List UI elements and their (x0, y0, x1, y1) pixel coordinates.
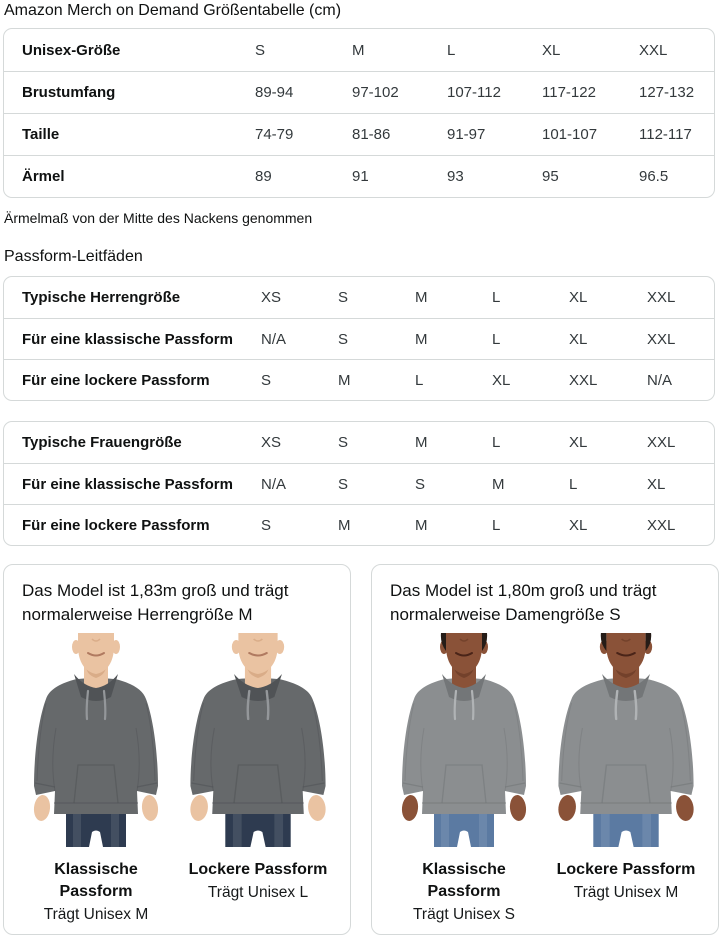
table-row-womens-typical (4, 422, 714, 463)
cell: 101-107 (542, 126, 598, 143)
fit-label: Lockere Passform (556, 861, 696, 878)
male-loose-fit-photo (183, 633, 333, 847)
cell: M (352, 41, 365, 59)
cell: 89 (255, 168, 272, 185)
table-row-waist (4, 113, 714, 155)
male-classic-fit-photo (21, 633, 171, 847)
cell: XL (569, 289, 588, 306)
model-description: Das Model ist 1,83m groß und trägt normalerweise Herrengröße M (22, 581, 289, 624)
cell: 127-132 (639, 84, 695, 101)
table-row-sleeve (4, 155, 714, 197)
row-label: Ärmel (22, 168, 65, 185)
cell: S (415, 475, 426, 493)
womens-fit-table (3, 421, 715, 546)
cell: 95 (542, 168, 559, 185)
cell: L (492, 289, 501, 306)
cell: N/A (261, 330, 287, 348)
cell: 96.5 (639, 168, 669, 185)
cell: 112-117 (639, 126, 692, 143)
cell: 107-112 (447, 84, 501, 101)
cell: L (569, 475, 578, 493)
cell: S (261, 371, 272, 389)
cell: M (492, 475, 505, 493)
table-row-unisex-size (4, 29, 714, 71)
cell: S (338, 475, 349, 493)
model-figures (18, 633, 336, 926)
male-model-card (3, 564, 351, 935)
cell: 74-79 (255, 126, 294, 143)
row-label: Für eine klassische Passform (22, 475, 233, 493)
cell: 81-86 (352, 126, 391, 143)
table-row-mens-typical (4, 277, 714, 318)
cell: L (447, 41, 456, 59)
row-label: Unisex-Größe (22, 41, 121, 59)
row-label: Brustumfang (22, 84, 116, 101)
cell: S (338, 289, 349, 306)
male-classic-fit-figure (18, 633, 174, 926)
fit-label: Klassische Passform (422, 861, 506, 900)
table-row-womens-classic (4, 463, 714, 504)
cell: S (261, 516, 272, 534)
cell: 89-94 (255, 84, 294, 101)
cell: 97-102 (352, 84, 399, 101)
table-row-chest (4, 71, 714, 113)
figure-caption (386, 859, 542, 926)
cell: XL (647, 475, 666, 493)
cell: 91 (352, 168, 369, 185)
row-label: Für eine lockere Passform (22, 371, 210, 389)
sleeve-measurement-note: Ärmelmaß von der Mitte des Nackens genommen (4, 210, 313, 226)
cell: XL (569, 434, 588, 451)
table-row-mens-loose (4, 359, 714, 400)
cell: M (338, 516, 351, 534)
cell: M (338, 371, 351, 389)
cell: XS (261, 434, 282, 451)
fit-label: Klassische Passform (54, 861, 138, 900)
cell: 91-97 (447, 126, 486, 143)
figure-caption (548, 859, 704, 904)
cell: XXL (639, 41, 668, 59)
cell: M (415, 289, 428, 306)
mens-fit-table (3, 276, 715, 401)
cell: S (338, 330, 349, 348)
model-description: Das Model ist 1,80m groß und trägt normalerweise Damengröße S (390, 581, 657, 624)
table-row-womens-loose (4, 504, 714, 545)
cell: XL (492, 371, 511, 389)
fit-guides-heading: Passform-Leitfäden (4, 248, 143, 265)
cell: XL (542, 41, 561, 59)
cell: L (492, 516, 501, 534)
male-loose-fit-figure (180, 633, 336, 926)
page-title: Amazon Merch on Demand Größentabelle (cm) (4, 2, 342, 19)
cell: XXL (569, 371, 598, 389)
wears-label: Trägt Unisex M (573, 884, 679, 901)
fit-label: Lockere Passform (188, 861, 328, 878)
cell: M (415, 330, 428, 348)
cell: 117-122 (542, 84, 596, 101)
cell: M (415, 434, 428, 451)
cell: L (415, 371, 424, 389)
cell: XXL (647, 434, 676, 451)
cell: N/A (647, 371, 673, 389)
cell: XXL (647, 516, 676, 534)
cell: S (255, 41, 266, 59)
unisex-size-table (3, 28, 715, 198)
row-label: Für eine lockere Passform (22, 516, 210, 534)
cell: XL (569, 330, 588, 348)
figure-caption (18, 859, 174, 926)
female-loose-fit-photo (551, 633, 701, 847)
wears-label: Trägt Unisex S (413, 906, 515, 923)
cell: L (492, 330, 501, 348)
table-row-mens-classic (4, 318, 714, 359)
cell: S (338, 434, 349, 451)
cell: XXL (647, 330, 676, 348)
female-loose-fit-figure (548, 633, 704, 926)
model-cards-row (3, 564, 715, 935)
cell: L (492, 434, 501, 451)
model-figures (386, 633, 704, 926)
wears-label: Trägt Unisex M (43, 906, 149, 923)
cell: XS (261, 289, 282, 306)
female-model-card (371, 564, 719, 935)
cell: M (415, 516, 428, 534)
cell: 93 (447, 168, 464, 185)
row-label: Typische Herrengröße (22, 289, 181, 306)
row-label: Typische Frauengröße (22, 434, 182, 451)
figure-caption (180, 859, 336, 904)
cell: N/A (261, 475, 287, 493)
cell: XXL (647, 289, 676, 306)
cell: XL (569, 516, 588, 534)
row-label: Für eine klassische Passform (22, 330, 233, 348)
female-classic-fit-photo (389, 633, 539, 847)
female-classic-fit-figure (386, 633, 542, 926)
wears-label: Trägt Unisex L (207, 884, 309, 901)
row-label: Taille (22, 126, 60, 143)
